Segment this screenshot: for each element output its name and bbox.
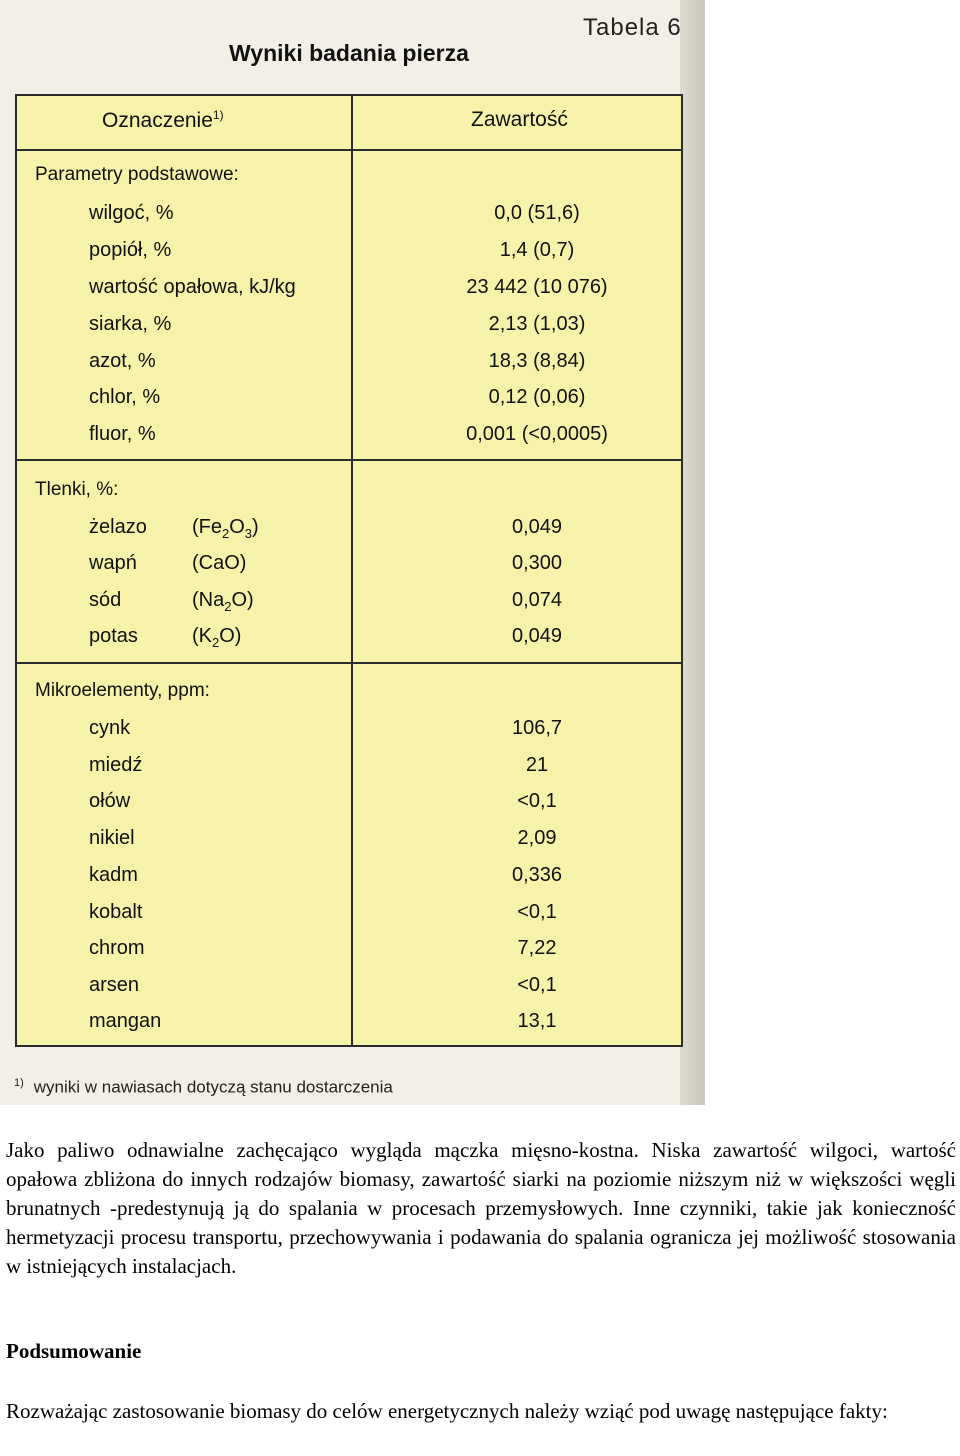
row-value: 0,12 (0,06) xyxy=(488,386,586,408)
row-value: <0,1 xyxy=(517,901,557,923)
row-value: 106,7 xyxy=(511,717,563,739)
row-value: 0,0 (51,6) xyxy=(494,202,580,224)
section-label-mikroelementy: Mikroelementy, ppm: xyxy=(35,680,210,701)
scan-page-edge xyxy=(680,0,705,1105)
section-divider xyxy=(17,459,681,461)
row-name: kobalt xyxy=(89,901,143,923)
row-name: ołów xyxy=(89,790,131,812)
row-value: 0,049 xyxy=(511,625,563,647)
row-value: 7,22 xyxy=(517,937,557,959)
row-name: chrom xyxy=(89,937,145,959)
row-name: siarka, % xyxy=(89,313,172,335)
row-name: popiół, % xyxy=(89,239,172,261)
section-divider xyxy=(17,662,681,664)
column-divider xyxy=(351,96,353,1045)
row-name: chlor, % xyxy=(89,386,161,408)
heading-podsumowanie: Podsumowanie xyxy=(6,1339,142,1363)
row-name: mangan xyxy=(89,1010,162,1032)
row-name: potas xyxy=(89,625,138,647)
row-value: 0,049 xyxy=(511,516,563,538)
paragraph-podsumowanie: Rozważając zastosowanie biomasy do celów energetycznych należy wziąć pod uwagę następujące fakty: xyxy=(6,1399,888,1423)
row-value: <0,1 xyxy=(517,974,557,996)
row-name: cynk xyxy=(89,717,131,739)
table-number: Tabela 6 xyxy=(583,14,682,41)
header-oznaczenie: Oznaczenie$^{1)}$ xyxy=(102,108,224,132)
row-value: 0,300 xyxy=(511,552,563,574)
row-value: 0,074 xyxy=(511,589,563,611)
row-name: żelazo xyxy=(89,516,147,538)
row-value: 2,13 (1,03) xyxy=(488,313,586,335)
row-name: arsen xyxy=(89,974,140,996)
row-name: kadm xyxy=(89,864,138,886)
table-title: Wyniki badania pierza xyxy=(229,40,469,66)
paragraph-maczka: Jako paliwo odnawialne zachęcająco wygląda mączka mięsno-kostna. Niska zawartość wilgoci, wartość opałowa zbliżona do innych rodzajów biomasy, zawartość siarki na poziomie niższym niż w większości węgli brunatnych -predestynują ją do spalania w procesach przemysłowych. Inne czynniki, takie jak konieczność hermetyzacji procesu transportu, przechowywania i podawania do spalania ogranicza jej możliwość stosowania w istniejących instalacjach. xyxy=(6,1138,956,1278)
row-name: wartość opałowa, kJ/kg xyxy=(89,276,296,298)
row-name: fluor, % xyxy=(89,423,156,445)
row-value: 13,1 xyxy=(517,1010,557,1032)
section-label-parametry: Parametry podstawowe: xyxy=(35,164,239,185)
row-name: azot, % xyxy=(89,350,156,372)
row-value: 21 xyxy=(525,754,549,776)
row-value: 0,336 xyxy=(511,864,563,886)
row-formula: $(Na_2O)$ xyxy=(192,589,254,614)
row-name: nikiel xyxy=(89,827,135,849)
row-formula: $(Fe_2O_3)$ xyxy=(192,516,259,541)
row-value: 18,3 (8,84) xyxy=(488,350,586,372)
row-name: wilgoć, % xyxy=(89,202,174,224)
row-value: <0,1 xyxy=(517,790,557,812)
results-table xyxy=(15,94,683,1047)
row-name: miedź xyxy=(89,754,143,776)
header-zawartosc: Zawartość xyxy=(471,108,568,131)
row-formula: (CaO) xyxy=(192,552,247,574)
row-formula: $(K_2O)$ xyxy=(192,625,242,650)
row-value: 2,09 xyxy=(517,827,557,849)
row-value: 1,4 (0,7) xyxy=(499,239,575,261)
row-name: sód xyxy=(89,589,122,611)
table-footnote: $^{1)}$ wyniki w nawiasach dotyczą stanu dostarczenia xyxy=(14,1077,393,1097)
table-header-row xyxy=(17,96,681,151)
row-name: wapń xyxy=(89,552,137,574)
row-value: 23 442 (10 076) xyxy=(466,276,608,298)
section-label-tlenki: Tlenki, %: xyxy=(35,479,119,500)
row-value: 0,001 (<0,0005) xyxy=(466,423,608,445)
